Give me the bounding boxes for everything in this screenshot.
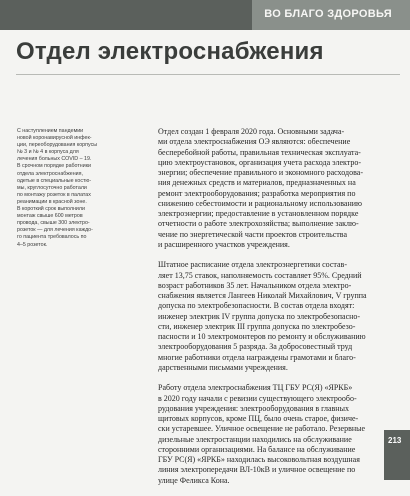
body-line: ремонт электрооборудования; разработка мероприятия по	[158, 188, 356, 198]
body-line: щитовых корпусов, кроме ПЦ, было очень старое, физиче-	[158, 414, 359, 424]
sidebar-line: го пациента требовалось по	[17, 234, 87, 241]
body-line: Работу отдела электроснабжения ТЦ ГБУ РС(Я) «ЯРКБ»	[158, 383, 353, 393]
body-line: в 2020 году начали с ревизии существующего электрообо-	[158, 393, 357, 403]
body-paragraph	[158, 127, 394, 250]
body-line: отчетности о работе электрохозяйства; выполнение заклю-	[158, 219, 359, 229]
page-number-tab	[384, 430, 410, 480]
section-title: ВО БЛАГО ЗДОРОВЬЯ	[264, 8, 392, 20]
body-paragraph	[158, 260, 394, 373]
body-line: чение по энергетической части проектов строительства	[158, 229, 347, 239]
title-divider	[16, 74, 400, 75]
body-line: бесперебойной работы, правильная техническая эксплуата-	[158, 147, 361, 157]
sidebar-line: С наступлением пандемии	[17, 128, 84, 134]
body-line: допуска по электробезопасности. В состав отдела входят:	[158, 301, 355, 311]
sidebar-line: монтаж свыше 600 метров	[17, 213, 83, 220]
body-line: улице Феликса Кона.	[158, 475, 230, 485]
sidebar-line: отдела электроснабжения,	[17, 170, 83, 177]
body-line: цию электроустановок, организация учета расхода электро-	[158, 157, 362, 167]
sidebar-line: 4–5 розеток.	[17, 241, 48, 248]
body-line: многие работники отдела награждены грамотами и благо-	[158, 352, 356, 362]
body-line: сторонними организациями. На балансе на обслуживание	[158, 444, 356, 454]
sidebar-line: лечения больных COVID – 19.	[17, 156, 92, 163]
body-line: дарственными письмами учреждения.	[158, 362, 288, 372]
body-line: рудования учреждения: электрооборудования в главных	[158, 403, 349, 413]
sidebar-line: ции, переоборудования корпусы	[17, 142, 98, 149]
sidebar-line: мы, круглосуточно работали	[17, 184, 87, 191]
sidebar-line: одетые в специальные костю-	[17, 177, 92, 184]
body-line: и расширенного участков учреждения.	[158, 239, 290, 249]
body-line: снабжения является Лангеев Николай Михайлович, V группа	[158, 291, 367, 301]
body-line: ски устаревшее. Уличное освещение не работало. Резервные	[158, 424, 366, 434]
sidebar-line: № 3 и № 4 в корпуса для	[17, 149, 79, 156]
body-line: возраст работников 35 лет. Начальником отдела электро-	[158, 280, 352, 290]
body-line: ми отдела электроснабжения ОЭ являются: обеспечение	[158, 137, 351, 147]
body-line: ГБУ РС(Я) «ЯРКБ» находилась высоковольтная воздушная	[158, 455, 360, 465]
body-line: энергии; обеспечение правильного и экономного расходова-	[158, 168, 363, 177]
sidebar-line: В срочном порядке работники	[17, 163, 91, 170]
sidebar-line: реанимации в красной зоне.	[17, 198, 87, 205]
body-line: электроэнергии; предоставление в установленном порядке	[158, 209, 359, 218]
body-line: снижению себестоимости и рациональному использованию	[158, 198, 363, 208]
sidebar-line: розеток — для лечения каждо-	[17, 227, 93, 234]
sidebar-line: провода, свыше 300 электро-	[17, 220, 90, 227]
sidebar-line: новой коронавирусной инфек-	[17, 135, 92, 142]
body-line: Штатное расписание отдела электроэнергетики состав-	[158, 260, 347, 270]
body-line: линия электропередачи ВЛ-10кВ и уличное освещение по	[158, 465, 356, 475]
body-line: дизельные электростанции находились на обслуживание	[158, 434, 352, 444]
sidebar-note	[17, 128, 122, 249]
body-line: ния денежных средств и материалов, предназначенных на	[158, 178, 356, 188]
body-line: электрооборудования 5 разряда. За добросовестный труд	[158, 342, 353, 352]
body-line: сти, инженер электрик III группа допуска по электробезо-	[158, 321, 356, 331]
body-line: ляет 13,75 ставок, наполняемость составляет 95%. Средний	[158, 270, 362, 280]
article-body	[158, 127, 394, 496]
page-number: 213	[388, 436, 402, 445]
sidebar-line: по монтажу розеток в палатах	[17, 191, 91, 198]
body-paragraph	[158, 383, 394, 486]
body-line: Отдел создан 1 февраля 2020 года. Основными задача-	[158, 127, 345, 136]
sidebar-line: В короткий срок выполнили	[17, 206, 85, 213]
body-line: пасности и 10 электромонтеров по ремонту и обслуживанию	[158, 332, 366, 342]
page-title: Отдел электроснабжения	[16, 38, 324, 65]
body-line: инженер электрик IV группа допуска по электробезопасно-	[158, 311, 361, 321]
